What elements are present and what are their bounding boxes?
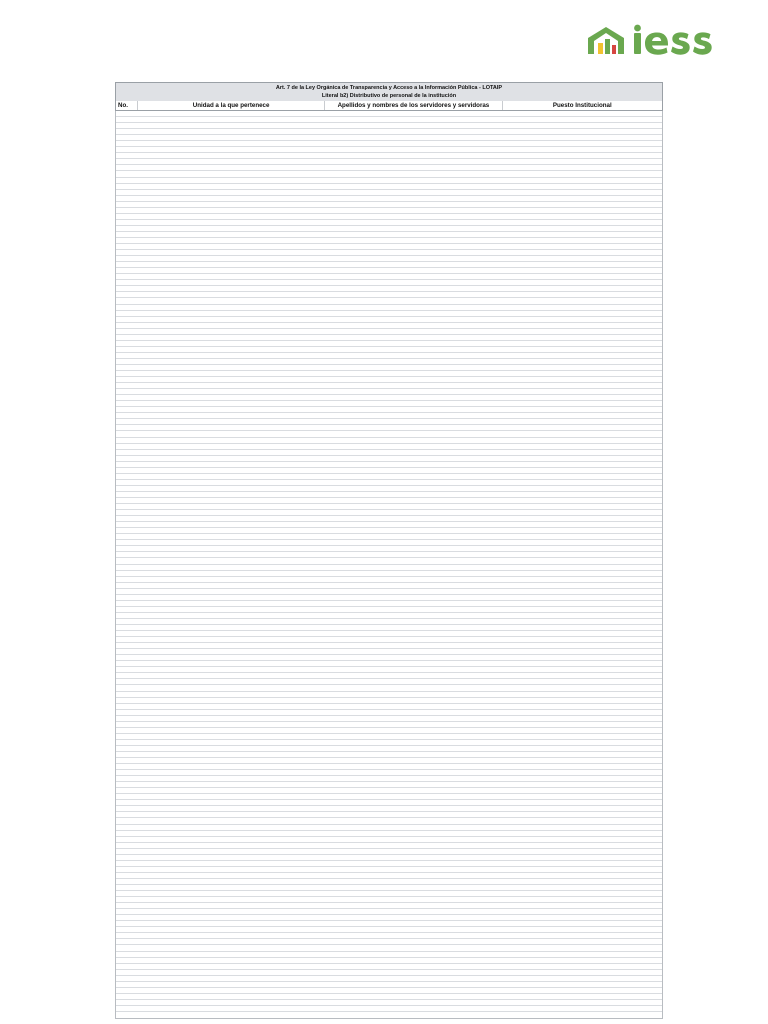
iess-logo [586, 24, 726, 56]
iess-logo-graphic [586, 24, 726, 56]
column-header-post: Puesto Institucional [552, 102, 612, 109]
table-header-row [115, 101, 663, 111]
column-header-name: Apellidos y nombres de los servidores y servidoras [325, 101, 502, 110]
table-row [116, 1012, 662, 1018]
table-body [115, 111, 663, 1019]
title-band [115, 83, 663, 101]
logo-wordmark [634, 25, 712, 55]
distributivo-table [115, 82, 663, 1019]
logo-house-icon [588, 27, 624, 54]
column-header-no: No. [116, 101, 138, 110]
document-subtitle: Literal b2) Distributivo de personal de la institución [321, 93, 457, 99]
column-header-unit: Unidad a la que pertenece [138, 101, 325, 110]
document-title: Art. 7 de la Ley Orgánica de Transparencia y Acceso a la Información Pública - LOTAIP [275, 85, 503, 91]
